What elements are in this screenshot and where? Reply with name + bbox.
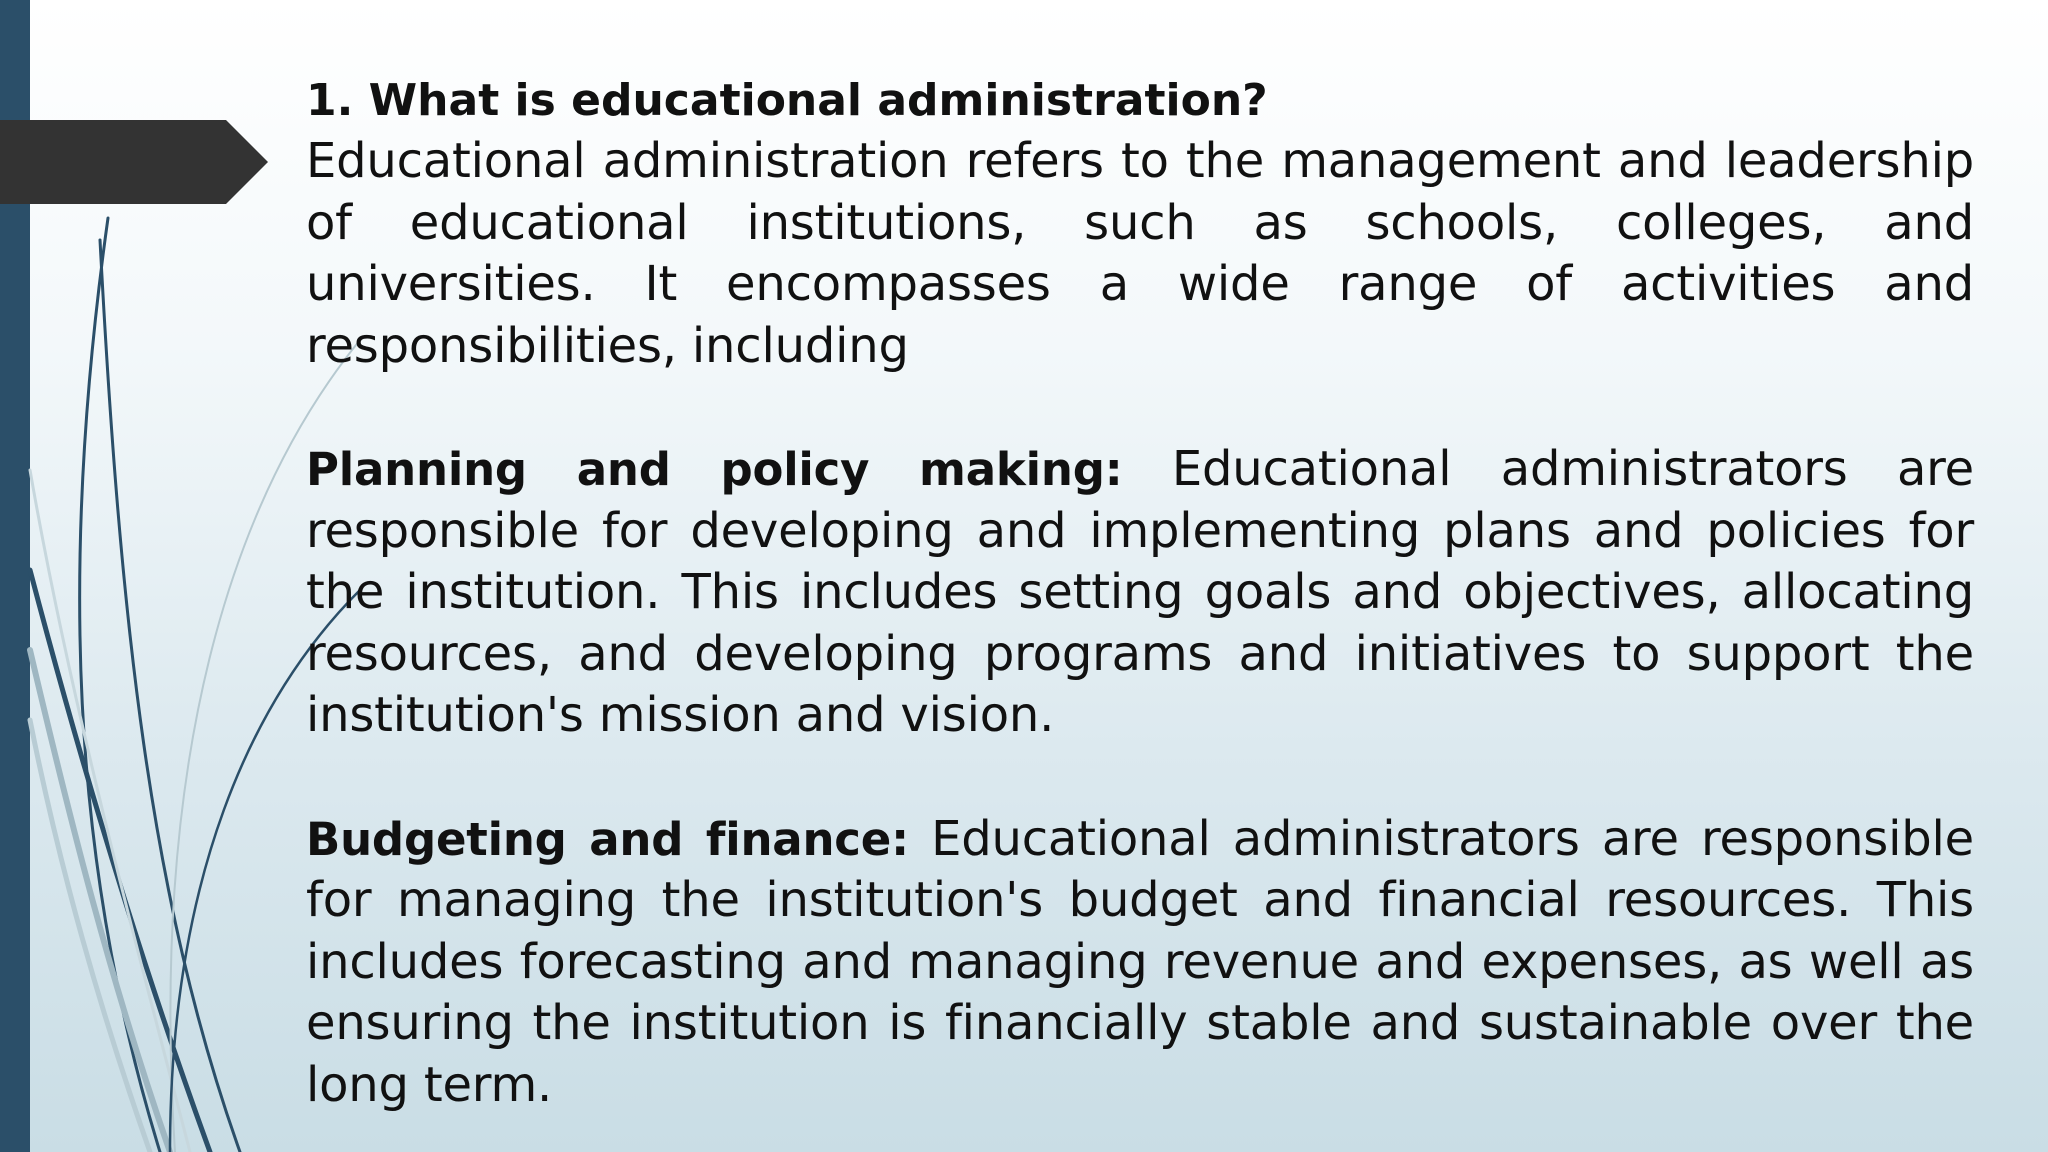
- arrow-tab-shape: [0, 120, 270, 204]
- budgeting-paragraph: [306, 809, 1974, 1117]
- budgeting-text: Educational administrators are responsible for managing the institution's budget and financial resources. This includes forecasting and managing revenue and expenses, as well as ensuring the institution is financially stable and sustainable over the long term.: [306, 810, 1974, 1113]
- planning-text: Educational administrators are responsible for developing and implementing plans and policies for the institution. This includes setting goals and objectives, allocating resources, and developing programs and initiatives to support the institution's mission and vision.: [306, 441, 1974, 743]
- planning-lead: Planning and policy making:: [306, 443, 1123, 496]
- paragraph-gap: [306, 377, 1974, 439]
- intro-paragraph: Educational administration refers to the management and leadership of educational institutions, such as schools, colleges, and universities. It encompasses a wide range of activities and responsibilities, including: [306, 133, 1974, 374]
- budgeting-lead: Budgeting and finance:: [306, 812, 909, 866]
- slide-heading: 1. What is educational administration?: [306, 75, 1268, 126]
- planning-paragraph: [306, 439, 1974, 747]
- slide-content: [306, 70, 1974, 1116]
- paragraph-gap: [306, 747, 1974, 809]
